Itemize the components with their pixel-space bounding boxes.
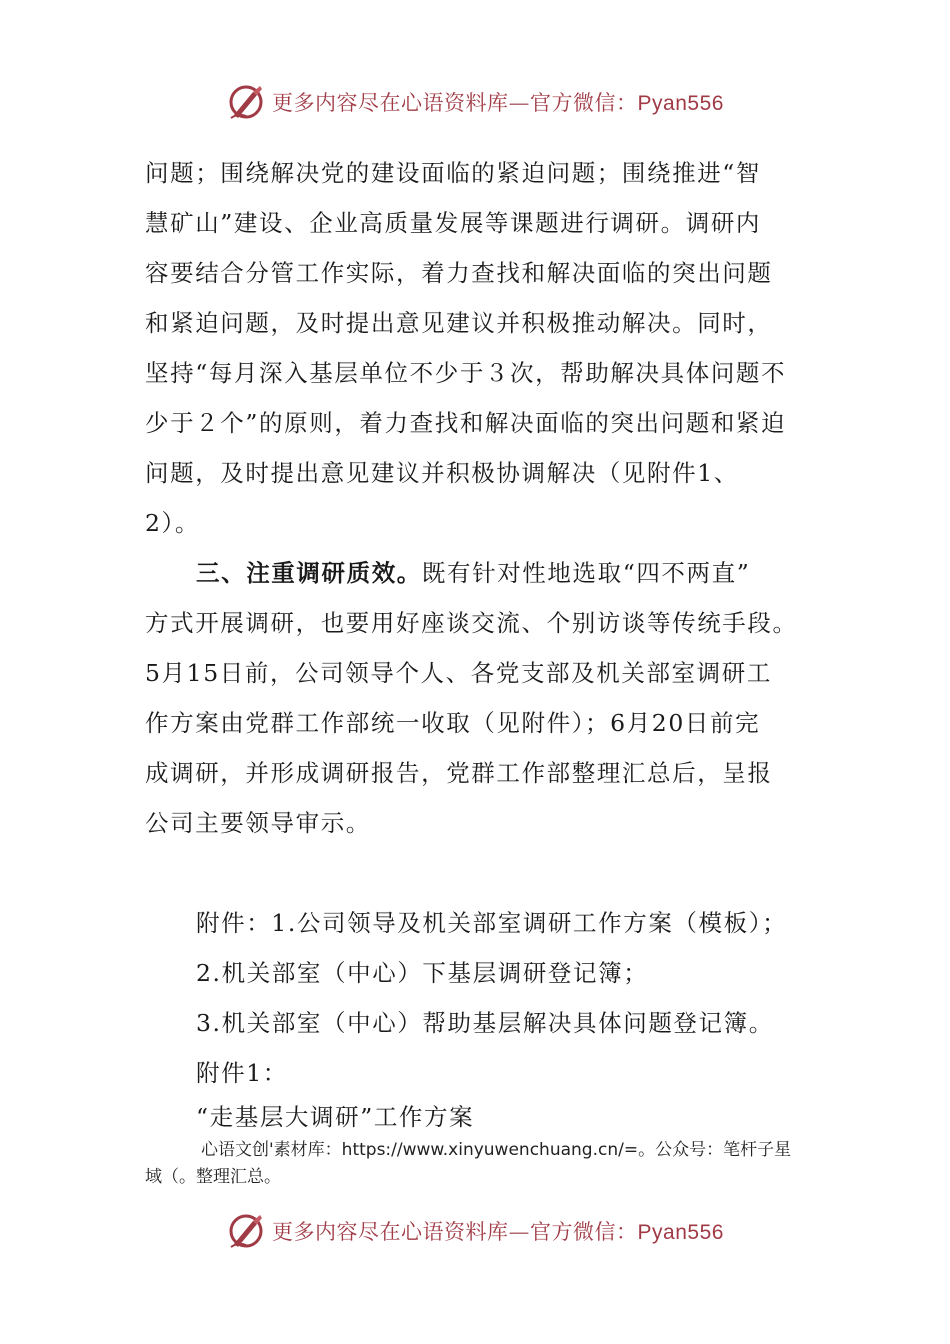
body-line: 5月15日前，公司领导个人、各党支部及机关部室调研工 bbox=[145, 659, 772, 687]
attachment-line: 附件：1.公司领导及机关部室调研工作方案（模板）； bbox=[196, 909, 788, 937]
body-line: 问题，及时提出意见建议并积极协调解决（见附件1、 bbox=[145, 459, 739, 487]
attachment-line: 2.机关部室（中心）下基层调研登记簿； bbox=[196, 959, 649, 987]
attachment-line: 3.机关部室（中心）帮助基层解决具体问题登记簿。 bbox=[196, 1009, 774, 1037]
body-line: 少于２个”的原则，着力查找和解决面临的突出问题和紧迫 bbox=[145, 409, 787, 437]
attachment-label: 附件1： bbox=[196, 1059, 288, 1087]
footer-note-line2: 域（。整理汇总。 bbox=[145, 1167, 281, 1187]
pen-logo-icon bbox=[226, 1211, 266, 1251]
footer-banner bbox=[0, 1206, 950, 1256]
body-line: 作方案由党群工作部统一收取（见附件）；6月20日前完 bbox=[145, 709, 761, 737]
section3-heading: 三、注重调研质效。 bbox=[196, 559, 422, 587]
header-banner bbox=[0, 77, 950, 127]
banner-text bbox=[272, 87, 724, 117]
banner-text bbox=[272, 1216, 724, 1246]
banner-wechat-id: Pyan556 bbox=[637, 92, 724, 115]
banner-dash: — bbox=[508, 1220, 531, 1244]
footer-note bbox=[145, 1137, 815, 1191]
body-line: 容要结合分管工作实际，着力查找和解决面临的突出问题 bbox=[145, 259, 773, 287]
document-body bbox=[145, 148, 810, 1098]
attachment-title: “走基层大调研”工作方案 bbox=[196, 1103, 475, 1131]
body-line: 和紧迫问题，及时提出意见建议并积极推动解决。同时， bbox=[145, 309, 773, 337]
footer-note-line1: 心语文创'素材库：https://www.xinyuwenchuang.cn/=。公众号：笔杆子星 bbox=[201, 1140, 792, 1160]
blank-line bbox=[145, 848, 810, 898]
banner-main-text: 更多内容尽在心语资料库 bbox=[272, 91, 509, 115]
section3-first-text: 既有针对性地选取“四不两直” bbox=[421, 559, 751, 587]
banner-official-text: 官方微信： bbox=[530, 1220, 638, 1244]
body-line: 坚持“每月深入基层单位不少于３次，帮助解决具体问题不 bbox=[145, 359, 787, 387]
banner-wechat-id: Pyan556 bbox=[637, 1221, 724, 1244]
body-line: 2）。 bbox=[145, 509, 201, 537]
body-line: 方式开展调研，也要用好座谈交流、个别访谈等传统手段。 bbox=[145, 609, 798, 637]
pen-logo-icon bbox=[226, 82, 266, 122]
banner-dash: — bbox=[508, 91, 531, 115]
banner-main-text: 更多内容尽在心语资料库 bbox=[272, 1220, 509, 1244]
body-line: 公司主要领导审示。 bbox=[145, 809, 371, 837]
body-line: 成调研，并形成调研报告，党群工作部整理汇总后，呈报 bbox=[145, 759, 773, 787]
banner-official-text: 官方微信： bbox=[530, 91, 638, 115]
body-line: 问题；围绕解决党的建设面临的紧迫问题；围绕推进“智 bbox=[145, 159, 762, 187]
section3-paragraph-start bbox=[145, 548, 810, 598]
body-line: 慧矿山”建设、企业高质量发展等课题进行调研。调研内 bbox=[145, 209, 762, 237]
